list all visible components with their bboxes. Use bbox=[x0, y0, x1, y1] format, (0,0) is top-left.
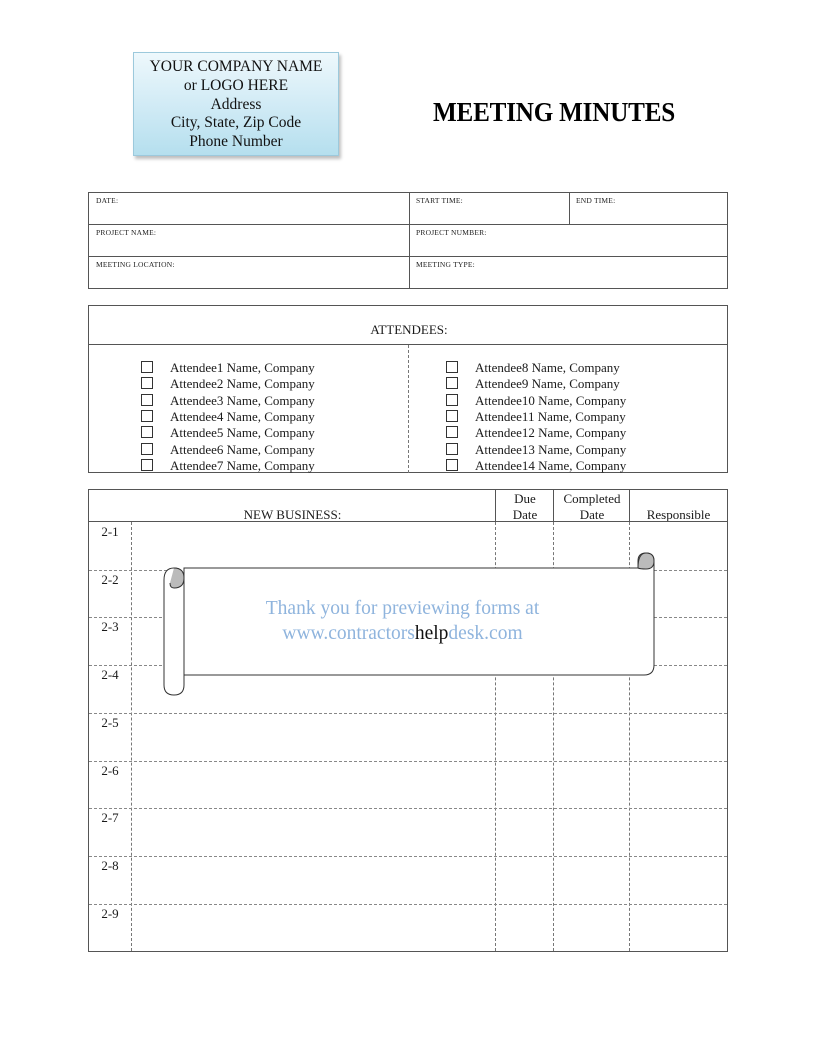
date-field[interactable] bbox=[89, 193, 409, 224]
meeting-location-label: MEETING LOCATION: bbox=[96, 260, 175, 269]
attendee-name: Attendee3 Name, Company bbox=[170, 392, 315, 408]
banner-url-part1: www.contractors bbox=[282, 623, 415, 644]
meeting-type-label: MEETING TYPE: bbox=[416, 260, 475, 269]
logo-line-city: City, State, Zip Code bbox=[170, 114, 302, 132]
attendee-checkbox[interactable] bbox=[141, 410, 153, 422]
logo-line-logo: or LOGO HERE bbox=[183, 76, 289, 94]
attendee-checkbox[interactable] bbox=[141, 377, 153, 389]
new-business-header: NEW BUSINESS: bbox=[243, 507, 342, 522]
attendee-checkbox[interactable] bbox=[446, 410, 458, 422]
project-name-field[interactable] bbox=[89, 225, 409, 256]
attendees-title: ATTENDEES: bbox=[370, 322, 448, 337]
attendee-checkbox[interactable] bbox=[446, 426, 458, 438]
project-number-field[interactable] bbox=[409, 225, 727, 256]
meeting-info-table bbox=[88, 192, 728, 289]
attendee-name: Attendee1 Name, Company bbox=[170, 360, 315, 375]
attendee-checkbox[interactable] bbox=[446, 361, 458, 373]
attendees-section bbox=[88, 305, 728, 473]
attendee-name: Attendee8 Name, Company bbox=[475, 360, 620, 375]
logo-line-company: YOUR COMPANY NAME bbox=[149, 58, 323, 75]
responsible-header: Responsible bbox=[646, 507, 711, 522]
divider bbox=[629, 490, 630, 521]
attendee-checkbox[interactable] bbox=[446, 394, 458, 406]
divider bbox=[89, 521, 727, 522]
row-divider bbox=[89, 808, 727, 809]
completed-date-header-line2: Date bbox=[579, 507, 605, 522]
attendee-name: Attendee2 Name, Company bbox=[170, 376, 315, 392]
meeting-location-field[interactable] bbox=[89, 257, 409, 288]
project-name-label: PROJECT NAME: bbox=[96, 228, 157, 237]
banner-line-2[interactable] bbox=[180, 621, 625, 646]
due-date-header-line1: Due bbox=[514, 491, 536, 506]
divider bbox=[131, 522, 132, 951]
due-date-header-line2: Date bbox=[512, 507, 538, 522]
business-row-number: 2-1 bbox=[101, 524, 119, 539]
project-number-label: PROJECT NUMBER: bbox=[416, 228, 487, 237]
business-row-number: 2-2 bbox=[101, 571, 119, 587]
banner-message bbox=[180, 596, 625, 646]
business-row-number: 2-3 bbox=[101, 619, 119, 635]
attendee-name: Attendee9 Name, Company bbox=[475, 376, 620, 392]
completed-date-header-line1: Completed bbox=[563, 491, 621, 506]
end-time-label: END TIME: bbox=[576, 196, 616, 205]
attendee-name: Attendee6 Name, Company bbox=[170, 441, 315, 457]
attendee-name: Attendee7 Name, Company bbox=[170, 457, 315, 473]
row-divider bbox=[89, 713, 727, 714]
attendee-name: Attendee14 Name, Company bbox=[475, 457, 627, 473]
attendee-checkbox[interactable] bbox=[141, 426, 153, 438]
preview-banner bbox=[160, 545, 660, 700]
due-date-header bbox=[496, 491, 554, 523]
start-time-field[interactable] bbox=[409, 193, 569, 224]
attendee-name: Attendee12 Name, Company bbox=[475, 425, 627, 441]
attendee-checkbox[interactable] bbox=[141, 459, 153, 471]
attendee-name: Attendee4 Name, Company bbox=[170, 408, 315, 424]
date-label: DATE: bbox=[96, 196, 119, 205]
attendee-name: Attendee13 Name, Company bbox=[475, 441, 627, 457]
attendee-checkbox[interactable] bbox=[141, 443, 153, 455]
business-row-number: 2-7 bbox=[101, 810, 119, 826]
attendee-name: Attendee10 Name, Company bbox=[475, 392, 627, 408]
page-title: MEETING MINUTES bbox=[433, 97, 676, 127]
row-divider bbox=[89, 904, 727, 905]
start-time-label: START TIME: bbox=[416, 196, 463, 205]
banner-url-part2: help bbox=[414, 623, 449, 644]
business-row-number: 2-5 bbox=[101, 714, 119, 730]
logo-line-phone: Phone Number bbox=[189, 133, 283, 151]
company-logo-placeholder bbox=[133, 52, 339, 156]
banner-line-1: Thank you for previewing forms at bbox=[265, 598, 540, 619]
attendee-checkbox[interactable] bbox=[141, 361, 153, 373]
attendee-checkbox[interactable] bbox=[141, 394, 153, 406]
business-row-number: 2-8 bbox=[101, 857, 119, 873]
attendee-checkbox[interactable] bbox=[446, 377, 458, 389]
row-divider bbox=[89, 761, 727, 762]
business-row-number: 2-6 bbox=[101, 762, 119, 778]
meeting-type-field[interactable] bbox=[409, 257, 727, 288]
attendee-checkbox[interactable] bbox=[446, 443, 458, 455]
business-row-number: 2-9 bbox=[101, 905, 119, 921]
divider bbox=[553, 490, 554, 521]
business-row-number: 2-4 bbox=[101, 667, 119, 683]
completed-date-header bbox=[554, 491, 630, 523]
banner-url-part3: desk.com bbox=[448, 623, 523, 644]
attendee-name: Attendee5 Name, Company bbox=[170, 425, 315, 441]
logo-line-address: Address bbox=[210, 95, 262, 113]
attendee-name: Attendee11 Name, Company bbox=[475, 408, 626, 424]
divider bbox=[408, 345, 409, 473]
row-divider bbox=[89, 856, 727, 857]
attendee-checkbox[interactable] bbox=[446, 459, 458, 471]
divider bbox=[495, 490, 496, 521]
end-time-field[interactable] bbox=[569, 193, 727, 224]
